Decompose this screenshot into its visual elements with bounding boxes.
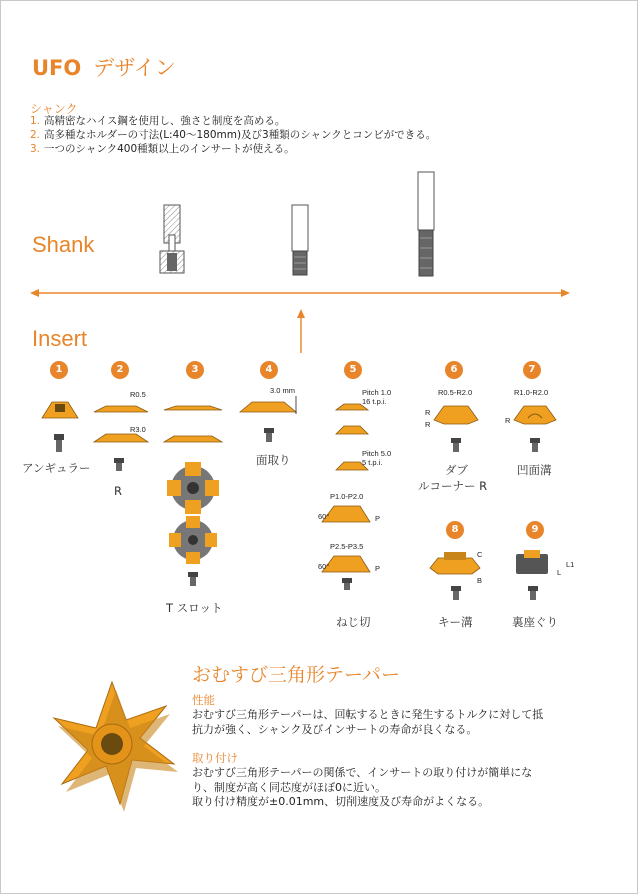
annotation-p1020: P1.0-P2.0 bbox=[330, 492, 364, 501]
insert-badge-4: 4 bbox=[260, 361, 278, 379]
insert-name-2: R bbox=[114, 484, 122, 498]
performance-heading: 性能 bbox=[192, 693, 215, 707]
annotation-p-b: P bbox=[375, 564, 381, 573]
list-number: 2. bbox=[30, 129, 41, 141]
insert-label: Insert bbox=[32, 326, 88, 351]
list-number: 3. bbox=[30, 143, 41, 155]
performance-text: おむすび三角形テーパーは、回転するときに発生するトルクに対して抵抗力が強く、シャンク及びインサートの寿命が良くなる。 bbox=[192, 708, 544, 736]
shank-feature-list bbox=[30, 114, 436, 156]
back-counterbore-insert-icon bbox=[512, 548, 556, 604]
mounting-text-2: 取り付け精度が±0.01mm、切削速度及び寿命がよくなる。 bbox=[192, 795, 490, 808]
annotation-l: L bbox=[557, 568, 562, 577]
insert-name-6b: ルコーナー R bbox=[418, 479, 488, 493]
annotation-pitch10: Pitch 1.0 bbox=[362, 388, 392, 397]
vertical-arrow-icon bbox=[295, 309, 307, 353]
shank-illustration-short bbox=[158, 205, 188, 277]
horizontal-arrow-icon bbox=[30, 287, 570, 299]
mounting-text-1: おむすび三角形テーパーの関係で、インサートの取り付けが簡単になり、制度が高く同芯度がほぼ0に近い。 bbox=[192, 766, 533, 794]
insert-name-6a: ダブ bbox=[445, 463, 468, 477]
insert-badge-2: 2 bbox=[111, 361, 129, 379]
annotation-l1: L1 bbox=[566, 560, 575, 569]
list-text: 高精密なハイス鋼を使用し、強さと制度を高める。 bbox=[44, 115, 286, 127]
title-rest: デザイン bbox=[93, 56, 176, 80]
list-text: 高多種なホルダーの寸法(L:40～180mm)及び3種類のシャンクとコンビができる。 bbox=[44, 129, 437, 141]
annotation-r30: R3.0 bbox=[130, 425, 146, 434]
page-title bbox=[32, 52, 176, 82]
annotation-60deg-b: 60° bbox=[318, 562, 330, 571]
insert-name-4: 面取り bbox=[256, 453, 291, 467]
mounting-heading: 取り付け bbox=[192, 751, 238, 765]
insert-badge-7: 7 bbox=[523, 361, 541, 379]
insert-badge-3: 3 bbox=[186, 361, 204, 379]
shank-heading: シャンク bbox=[30, 102, 78, 116]
list-item bbox=[30, 142, 436, 156]
annotation-pitch50: Pitch 5.0 bbox=[362, 449, 392, 458]
annotation-tpi16: 16 t.p.i. bbox=[362, 397, 387, 406]
angular-insert-icon bbox=[38, 396, 82, 456]
annotation-p2535: P2.5-P3.5 bbox=[330, 542, 364, 551]
shank-illustration-medium bbox=[290, 205, 310, 277]
double-corner-r-insert-icon bbox=[430, 400, 482, 456]
title-brand: UFO bbox=[32, 56, 82, 80]
annotation-r1020: R1.0-R2.0 bbox=[514, 388, 549, 397]
annotation-r-c: R bbox=[505, 416, 511, 425]
annotation-r0520: R0.5-R2.0 bbox=[438, 388, 473, 397]
list-item bbox=[30, 128, 436, 142]
insert-badge-9: 9 bbox=[526, 521, 544, 539]
concave-groove-insert-icon bbox=[510, 400, 560, 456]
insert-name-3: T スロット bbox=[166, 601, 223, 615]
annotation-60deg-a: 60° bbox=[318, 512, 330, 521]
annotation-b: B bbox=[477, 576, 483, 585]
shank-illustration-long bbox=[416, 172, 436, 278]
annotation-p-a: P bbox=[375, 514, 381, 523]
insert-name-1: アンギュラー bbox=[22, 461, 91, 475]
insert-name-5: ねじ切 bbox=[336, 615, 371, 629]
insert-badge-6: 6 bbox=[445, 361, 463, 379]
key-groove-insert-icon bbox=[428, 548, 484, 604]
insert-badge-8: 8 bbox=[446, 521, 464, 539]
shank-label: Shank bbox=[32, 232, 95, 257]
annotation-r-a: R bbox=[425, 408, 431, 417]
annotation-r05: R0.5 bbox=[130, 390, 146, 399]
insert-name-8: キー溝 bbox=[438, 615, 473, 629]
chamfer-insert-icon bbox=[238, 396, 304, 446]
taper-title: おむすび三角形テーパー bbox=[192, 664, 401, 686]
list-text: 一つのシャンク400種類以上のインサートが使える。 bbox=[44, 143, 295, 155]
insert-name-9: 裏座ぐり bbox=[512, 615, 558, 629]
insert-badge-5: 5 bbox=[344, 361, 362, 379]
list-number: 1. bbox=[30, 115, 41, 127]
list-item bbox=[30, 114, 436, 128]
annotation-3mm: 3.0 mm bbox=[270, 386, 296, 395]
r-insert-icon bbox=[92, 400, 152, 470]
annotation-tpi5: 5 t.p.i. bbox=[362, 458, 383, 467]
annotation-r-b: R bbox=[425, 420, 431, 429]
insert-badge-1: 1 bbox=[50, 361, 68, 379]
triangular-taper-cutter-icon bbox=[34, 672, 184, 812]
insert-name-7: 凹面溝 bbox=[517, 463, 552, 477]
annotation-c: C bbox=[477, 550, 483, 559]
t-slot-insert-icon bbox=[162, 400, 224, 588]
